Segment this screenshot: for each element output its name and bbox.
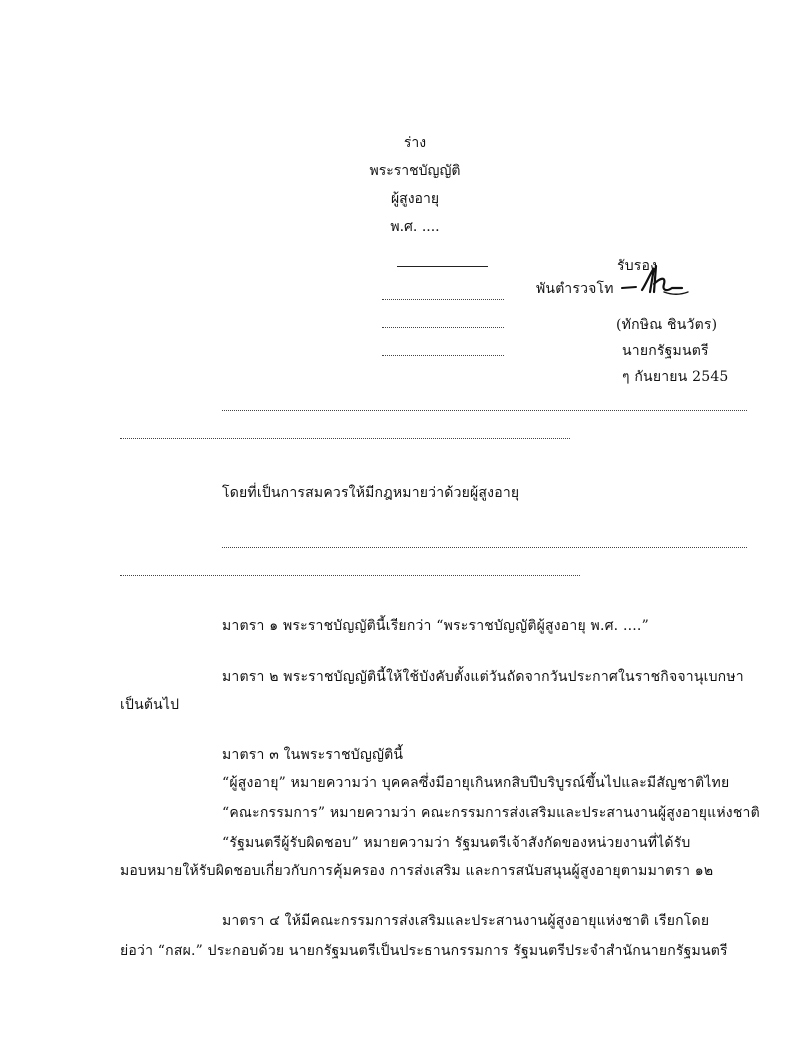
signer-position: นายกรัฐมนตรี [622,343,709,359]
certified-label: รับรอง [617,258,658,274]
preamble-text: โดยที่เป็นการสมควรให้มีกฎหมายว่าด้วยผู้สูงอายุ [222,485,520,501]
blank-line-5 [120,438,570,439]
title-rule [397,266,488,267]
signer-name: (ทักษิณ ชินวัตร) [616,317,718,333]
blank-line-1 [382,299,504,300]
blank-line-6 [222,547,747,548]
signing-date: ๆ กันยายน 2545 [622,369,729,385]
section-3-def-elderly: “ผู้สูงอายุ” หมายความว่า บุคคลซึ่งมีอายุเกินหกสิบปีบริบูรณ์ขึ้นไปและมีสัญชาติไทย [222,775,730,791]
draft-label: ร่าง [403,135,427,151]
act-subject: ผู้สูงอายุ [390,191,440,207]
section-3-def-minister-line-1: “รัฐมนตรีผู้รับผิดชอบ” หมายความว่า รัฐมนตรีเจ้าสังกัดของหน่วยงานที่ได้รับ [222,835,691,851]
section-4-line-2: ย่อว่า “กสผ.” ประกอบด้วย นายกรัฐมนตรีเป็นประธานกรรมการ รัฐมนตรีประจำสำนักนายกรัฐมนตรี [120,943,728,959]
signature-image [620,262,692,300]
signer-rank: พันตำรวจโท [536,281,614,297]
section-2-line-2: เป็นต้นไป [120,697,180,713]
section-1: มาตรา ๑ พระราชบัญญัตินี้เรียกว่า “พระราชบัญญัติผู้สูงอายุ พ.ศ. ....” [222,618,649,634]
act-title: พระราชบัญญัติ [369,163,461,179]
section-4-line-1: มาตรา ๔ ให้มีคณะกรรมการส่งเสริมและประสานงานผู้สูงอายุแห่งชาติ เรียกโดย [222,913,710,929]
act-year: พ.ศ. .... [390,219,440,235]
blank-line-4 [222,410,747,411]
section-3-heading: มาตรา ๓ ในพระราชบัญญัตินี้ [222,747,404,763]
blank-line-7 [120,575,580,576]
section-2-line-1: มาตรา ๒ พระราชบัญญัตินี้ให้ใช้บังคับตั้งแต่วันถัดจากวันประกาศในราชกิจจานุเบกษา [222,669,744,685]
section-3-def-minister-line-2: มอบหมายให้รับผิดชอบเกี่ยวกับการคุ้มครอง การส่งเสริม และการสนับสนุนผู้สูงอายุตามมาตรา ๑๒ [120,863,714,879]
section-3-def-committee: “คณะกรรมการ” หมายความว่า คณะกรรมการส่งเสริมและประสานงานผู้สูงอายุแห่งชาติ [222,805,760,821]
blank-line-2 [382,327,504,328]
blank-line-3 [382,355,504,356]
